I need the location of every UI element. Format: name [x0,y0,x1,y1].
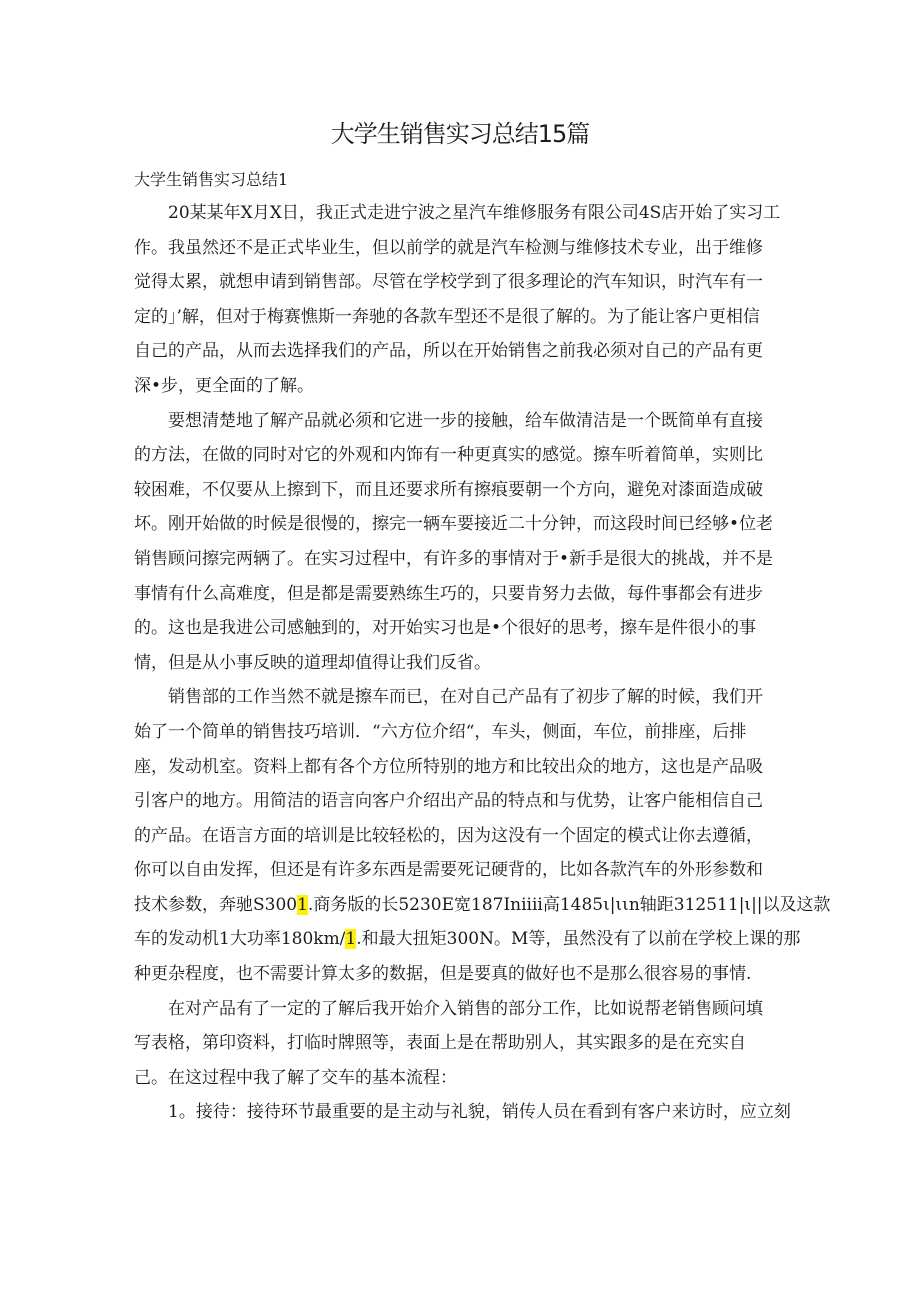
text-line: 己。在这过程中我了解了交车的基本流程： [134,1067,457,1088]
paragraph-1 [134,196,784,404]
text-line: 引客户的地方。用简洁的语言向客户介绍出产品的特点和与优势，让客户能相信自己 [134,791,763,812]
text-line: 自己的产品，从而去选择我们的产品，所以在开始销售之前我必须对自己的产品有更 [134,341,763,362]
paragraph-4 [134,992,784,1096]
section-heading: 大学生销售实习总结1 [134,170,289,189]
text-line: 种更杂程度，也不需要计算太多的数据，但是要真的做好也不是那么很容易的事情. [134,964,752,985]
text-line: 觉得太累，就想申请到销售部。尽管在学校学到了很多理论的汽车知识，时汽车有一 [134,272,763,293]
spec-text: 技术参数，奔驰S300 [134,894,298,915]
document-title: 大学生销售实习总结15篇 [330,120,590,148]
text-line: 的方法，在做的同时对它的外观和内饰有一种更真实的感觉。擦车听着简单，实则比 [134,445,763,466]
text-line: 作。我虽然还不是正式毕业生，但以前学的就是汽车检测与维修技术专业，出于维修 [134,237,763,258]
text-line: 在对产品有了一定的了解后我开始介入销售的部分工作，比如说帮老销售顾问填 [168,998,763,1019]
spec-text: .商务版的长5230E宽187Iniiii高1485ι|ιιn轴距312511|ι||以及这款 [307,894,831,915]
spec-line [134,888,831,923]
document-body [134,196,831,1130]
text-line: 的。这也是我进公司感触到的，对开始实习也是•个很好的思考，擦车是件很小的事 [134,618,757,639]
text-line: 写表格，第印资料，打临时牌照等，表面上是在帮助别人，其实跟多的是在充实自 [134,1033,746,1054]
text-line: 要想清楚地了解产品就必须和它进一步的接触，给车做清洁是一个既简单有直接 [168,410,763,431]
text-line: 的产品。在语言方面的培训是比较轻松的，因为这没有一个固定的模式让你去遵循， [134,825,763,846]
text-line: 座，发动机室。资料上都有各个方位所特别的地方和比较出众的地方，这也是产品吸 [134,756,763,777]
text-line: 销售顾问擦完两辆了。在实习过程中，有许多的事情对于•新手是很大的挑战，并不是 [134,548,774,569]
highlighted-text: 1 [297,894,308,915]
text-line: 较困难，不仅要从上擦到下，而且还要求所有擦痕要朝一个方向，避免对漆面造成破 [134,479,763,500]
paragraph-2 [134,404,784,681]
text-line: 1。接待：接待环节最重要的是主动与礼貌，销传人员在看到有客户来访时，应立刻 [168,1102,791,1123]
paragraph-3 [134,680,831,991]
text-line: 定的」’解，但对于梅赛憔斯一奔驰的各款车型还不是很了解的。为了能让客户更相信 [134,306,760,327]
spec-text: .和最大扭矩300N。M等，虽然没有了以前在学校上课的那 [356,929,801,950]
text-line: 事情有什么高难度，但是都是需要熟练生巧的，只要肯努力去做，每件事都会有进步 [134,583,763,604]
highlighted-text: 1 [345,929,357,950]
spec-text: 车的发动机1大功率180km/ [134,929,346,950]
text-line: 销售部的工作当然不就是擦车而已，在对自己产品有了初步了解的时候，我们开 [168,687,763,708]
spec-line [134,922,801,957]
text-line: 深•步，更全面的了解。 [134,375,315,396]
text-line: 情，但是从小事反映的道理却值得让我们反省。 [134,652,491,673]
paragraph-5 [134,1095,791,1130]
text-line: 你可以自由发挥，但还是有许多东西是需要死记硬背的，比如各款汽车的外形参数和 [134,860,763,881]
text-line: 坏。刚开始做的时候是很慢的，擦完一辆车要接近二十分钟，而这段时间已经够•位老 [134,514,774,535]
text-line: 20某某年X月X日，我正式走进宁波之星汽车维修服务有限公司4S店开始了实习工 [168,203,781,223]
text-line: 始了一个简单的销售技巧培训．“六方位介绍“，车头，侧面，车位，前排座，后排 [134,721,747,742]
